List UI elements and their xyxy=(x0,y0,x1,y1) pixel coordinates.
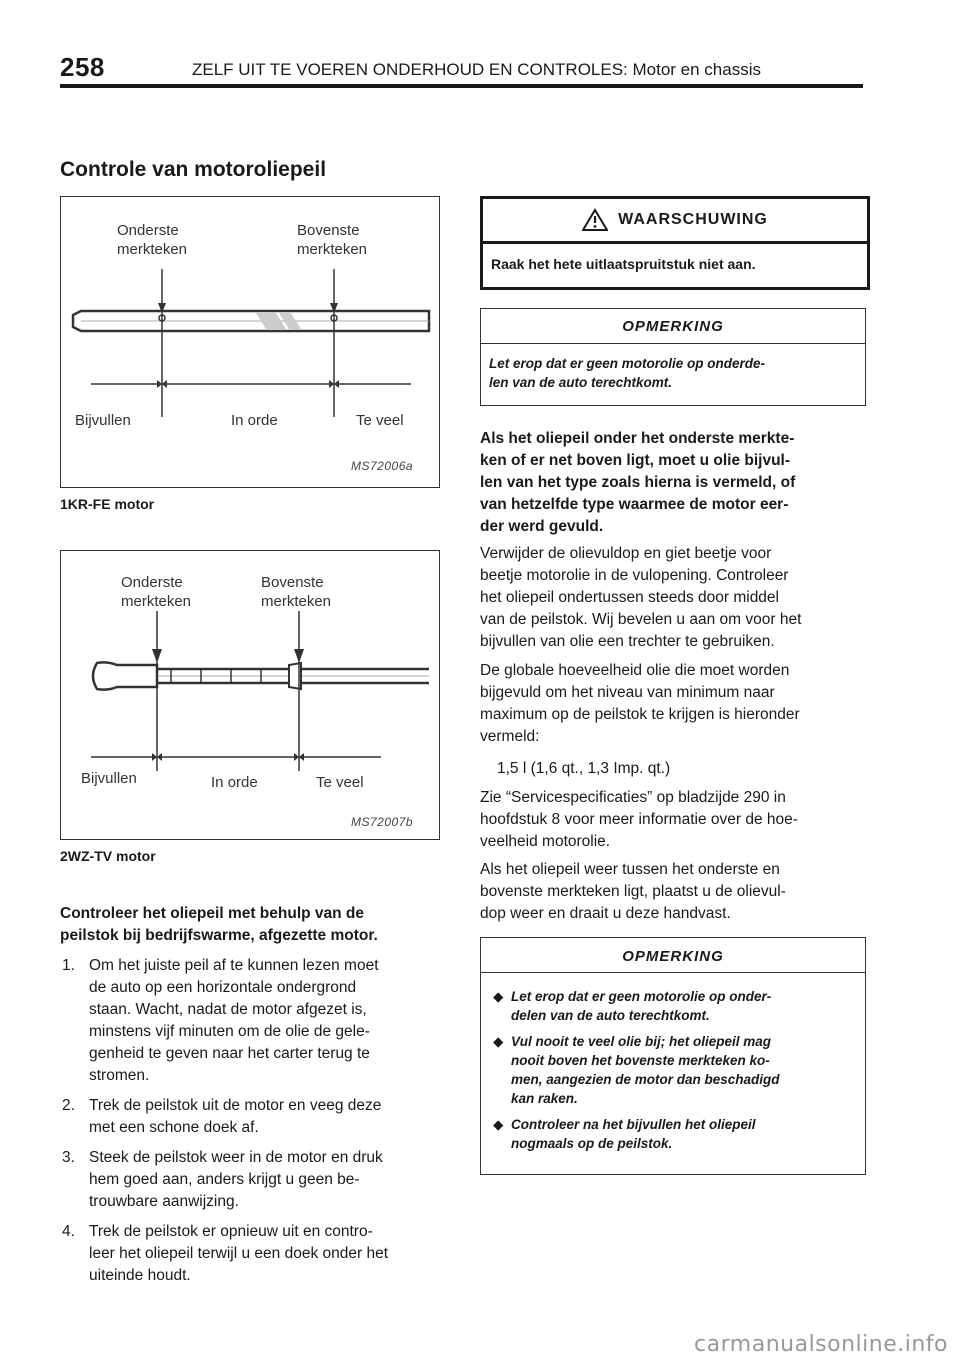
note-item: ◆ Vul nooit te veel olie bij; het oliepeil mag nooit boven het bovenste merkteken ko- men, aangezien de motor dan beschadigd kan raken. xyxy=(493,1034,780,1106)
figure-1kr-fe-dipstick xyxy=(60,196,440,488)
label-upper-mark: Bovenste merkteken xyxy=(297,222,368,258)
spec-reference-paragraph: Zie “Servicespecificaties” op bladzijde 290 in hoofdstuk 8 voor meer informatie over de hoe- veelheid motorolie. xyxy=(480,789,798,850)
steps-list xyxy=(62,955,447,1295)
refill-condition-paragraph: Als het oliepeil onder het onderste merkte- ken of er net boven ligt, moet u olie bijvul- len van het type zoals hierna is vermeld, of van hetzelfde type waarmee de motor eer- der werd gevuld. xyxy=(480,430,796,535)
diamond-bullet-icon: ◆ xyxy=(493,1034,504,1049)
header-rule xyxy=(60,84,863,88)
label-too-much: Te veel xyxy=(316,774,364,791)
watermark: carmanualsonline.info xyxy=(694,1332,948,1357)
header-title: ZELF UIT TE VOEREN ONDERHOUD EN CONTROLES: Motor en chassis xyxy=(192,60,761,79)
label-upper-mark: Bovenste merkteken xyxy=(261,574,332,610)
note-box-1 xyxy=(480,308,866,406)
figure-1-caption: 1KR-FE motor xyxy=(60,496,155,512)
dipstick-2-drawing xyxy=(61,551,439,839)
step-item: 1. Om het juiste peil af te kunnen lezen moet de auto op een horizontale ondergrond staan. Wacht, nadat de motor afgezet is, minstens vijf minuten om de olie de gele- genheid te geven naar het carter terug te stromen. xyxy=(62,957,379,1084)
warning-text: Raak het hete uitlaatspruitstuk niet aan. xyxy=(491,256,756,272)
diamond-bullet-icon: ◆ xyxy=(493,1117,504,1132)
label-ok: In orde xyxy=(211,774,258,791)
figure-2wz-tv-dipstick xyxy=(60,550,440,840)
note-item: ◆ Controleer na het bijvullen het oliepeil nogmaals op de peilstok. xyxy=(493,1117,756,1151)
warning-box xyxy=(480,196,870,290)
label-add-oil: Bijvullen xyxy=(81,770,137,787)
label-too-much: Te veel xyxy=(356,412,404,429)
label-lower-mark: Onderste merkteken xyxy=(117,222,188,258)
warning-title: WAARSCHUWING xyxy=(618,211,768,228)
figure-code: MS72007b xyxy=(351,815,414,829)
label-ok: In orde xyxy=(231,412,278,429)
note-1-title: OPMERKING xyxy=(481,309,865,344)
figure-code: MS72006a xyxy=(351,459,414,473)
page-number: 258 xyxy=(60,52,105,82)
oil-quantity: 1,5 l (1,6 qt., 1,3 Imp. qt.) xyxy=(497,760,671,777)
step-item: 3. Steek de peilstok weer in de motor en druk hem goed aan, anders krijgt u geen be- trouwbare aanwijzing. xyxy=(62,1149,383,1210)
quantity-intro-paragraph: De globale hoeveelheid olie die moet worden bijgevuld om het niveau van minimum naar maximum op de peilstok te krijgen is hieronder vermeld: xyxy=(480,662,800,745)
note-1-text: Let erop dat er geen motorolie op onderde- len van de auto terechtkomt. xyxy=(489,356,766,390)
refill-instructions-paragraph: Verwijder de olievuldop en giet beetje voor beetje motorolie in de vulopening. Controleer het oliepeil ondertussen steeds door middel van de peilstok. Wij bevelen u aan om voor het bijvullen van olie een trechter te gebruiken. xyxy=(480,545,802,650)
label-add-oil: Bijvullen xyxy=(75,412,131,429)
diamond-bullet-icon: ◆ xyxy=(493,989,504,1004)
label-lower-mark: Onderste merkteken xyxy=(121,574,192,610)
closing-paragraph: Als het oliepeil weer tussen het onderste en bovenste merkteken ligt, plaatst u de olievul- dop weer en draait u deze handvast. xyxy=(480,861,786,922)
step-item: 4. Trek de peilstok er opnieuw uit en contro- leer het oliepeil terwijl u een doek onder het uiteinde houdt. xyxy=(62,1223,388,1284)
note-box-2 xyxy=(480,937,866,1175)
intro-paragraph: Controleer het oliepeil met behulp van de peilstok bij bedrijfswarme, afgezette motor. xyxy=(60,905,378,944)
note-2-title: OPMERKING xyxy=(481,938,865,973)
warning-triangle-icon xyxy=(582,208,608,232)
section-title: Controle van motoroliepeil xyxy=(60,158,327,181)
warning-header xyxy=(483,199,867,244)
step-item: 2. Trek de peilstok uit de motor en veeg deze met een schone doek af. xyxy=(62,1097,382,1136)
note-item: ◆ Let erop dat er geen motorolie op onder- delen van de auto terechtkomt. xyxy=(493,989,772,1023)
figure-2-caption: 2WZ-TV motor xyxy=(60,848,156,864)
note-2-items xyxy=(481,973,865,1153)
